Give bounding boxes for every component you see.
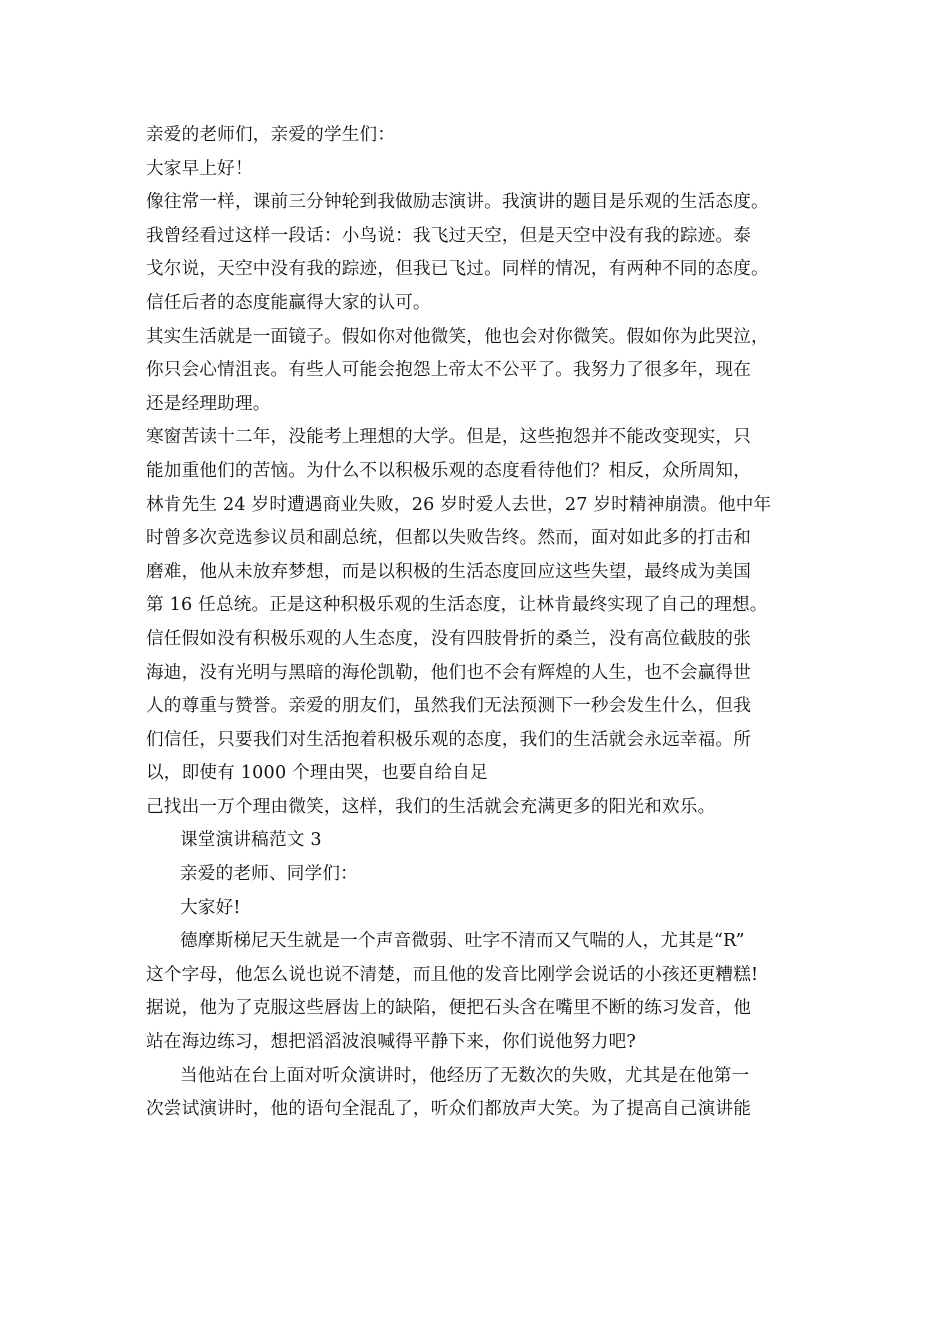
text-line: 次尝试演讲时，他的语句全混乱了，听众们都放声大笑。为了提高自己演讲能 xyxy=(146,1099,751,1120)
text-line: 你只会心情沮丧。有些人可能会抱怨上帝太不公平了。我努力了很多年，现在 xyxy=(146,360,751,381)
text-line: 我曾经看过这样一段话：小鸟说：我飞过天空，但是天空中没有我的踪迹。泰 xyxy=(146,225,751,246)
text-line: 德摩斯梯尼天生就是一个声音微弱、吐字不清而又气喘的人，尤其是“R” xyxy=(180,931,745,952)
text-line: 亲爱的老师、同学们： xyxy=(180,864,358,885)
document-body xyxy=(146,119,826,1127)
text-line: 信任假如没有积极乐观的人生态度，没有四肢骨折的桑兰，没有高位截肢的张 xyxy=(146,628,751,649)
text-line: 人的尊重与赞誉。亲爱的朋友们，虽然我们无法预测下一秒会发生什么，但我 xyxy=(146,696,751,717)
text-line: 大家好! xyxy=(180,897,241,918)
text-line: 能加重他们的苦恼。为什么不以积极乐观的态度看待他们？相反，众所周知， xyxy=(146,460,751,481)
text-line: 戈尔说，天空中没有我的踪迹，但我已飞过。同样的情况，有两种不同的态度。 xyxy=(146,259,769,280)
text-line: 林肯先生 24 岁时遭遇商业失败，26 岁时爱人去世，27 岁时精神崩溃。他中年 xyxy=(146,494,772,515)
text-line: 像往常一样，课前三分钟轮到我做励志演讲。我演讲的题目是乐观的生活态度。 xyxy=(146,192,769,213)
text-line: 当他站在台上面对听众演讲时，他经历了无数次的失败，尤其是在他第一 xyxy=(180,1065,750,1086)
text-line: 海迪，没有光明与黑暗的海伦凯勒，他们也不会有辉煌的人生，也不会赢得世 xyxy=(146,662,751,683)
text-line: 据说，他为了克服这些唇齿上的缺陷，便把石头含在嘴里不断的练习发音，他 xyxy=(146,998,751,1019)
text-line: 站在海边练习，想把滔滔波浪喊得平静下来，你们说他努力吧? xyxy=(146,1032,637,1053)
text-line: 第 16 任总统。正是这种积极乐观的生活态度，让林肯最终实现了自己的理想。 xyxy=(146,595,768,616)
text-line: 其实生活就是一面镜子。假如你对他微笑，他也会对你微笑。假如你为此哭泣， xyxy=(146,326,769,347)
text-line: 们信任，只要我们对生活抱着积极乐观的态度，我们的生活就会永远幸福。所 xyxy=(146,729,751,750)
text-line: 大家早上好！ xyxy=(146,158,253,179)
text-line: 这个字母，他怎么说也说不清楚，而且他的发音比刚学会说话的小孩还更糟糕! xyxy=(146,964,759,985)
text-line: 时曾多次竞选参议员和副总统，但都以失败告终。然而，面对如此多的打击和 xyxy=(146,528,751,549)
section-heading: 课堂演讲稿范文 3 xyxy=(180,830,322,851)
text-line: 己找出一万个理由微笑，这样，我们的生活就会充满更多的阳光和欢乐。 xyxy=(146,796,716,817)
text-line: 亲爱的老师们，亲爱的学生们： xyxy=(146,125,396,145)
text-line: 以，即使有 1000 个理由哭，也要自给自足 xyxy=(146,763,488,784)
text-line: 磨难，他从未放弃梦想，而是以积极的生活态度回应这些失望，最终成为美国 xyxy=(146,561,751,582)
text-line: 信任后者的态度能赢得大家的认可。 xyxy=(146,292,431,313)
text-line: 还是经理助理。 xyxy=(146,393,271,414)
text-line: 寒窗苦读十二年，没能考上理想的大学。但是，这些抱怨并不能改变现实，只 xyxy=(146,427,751,448)
